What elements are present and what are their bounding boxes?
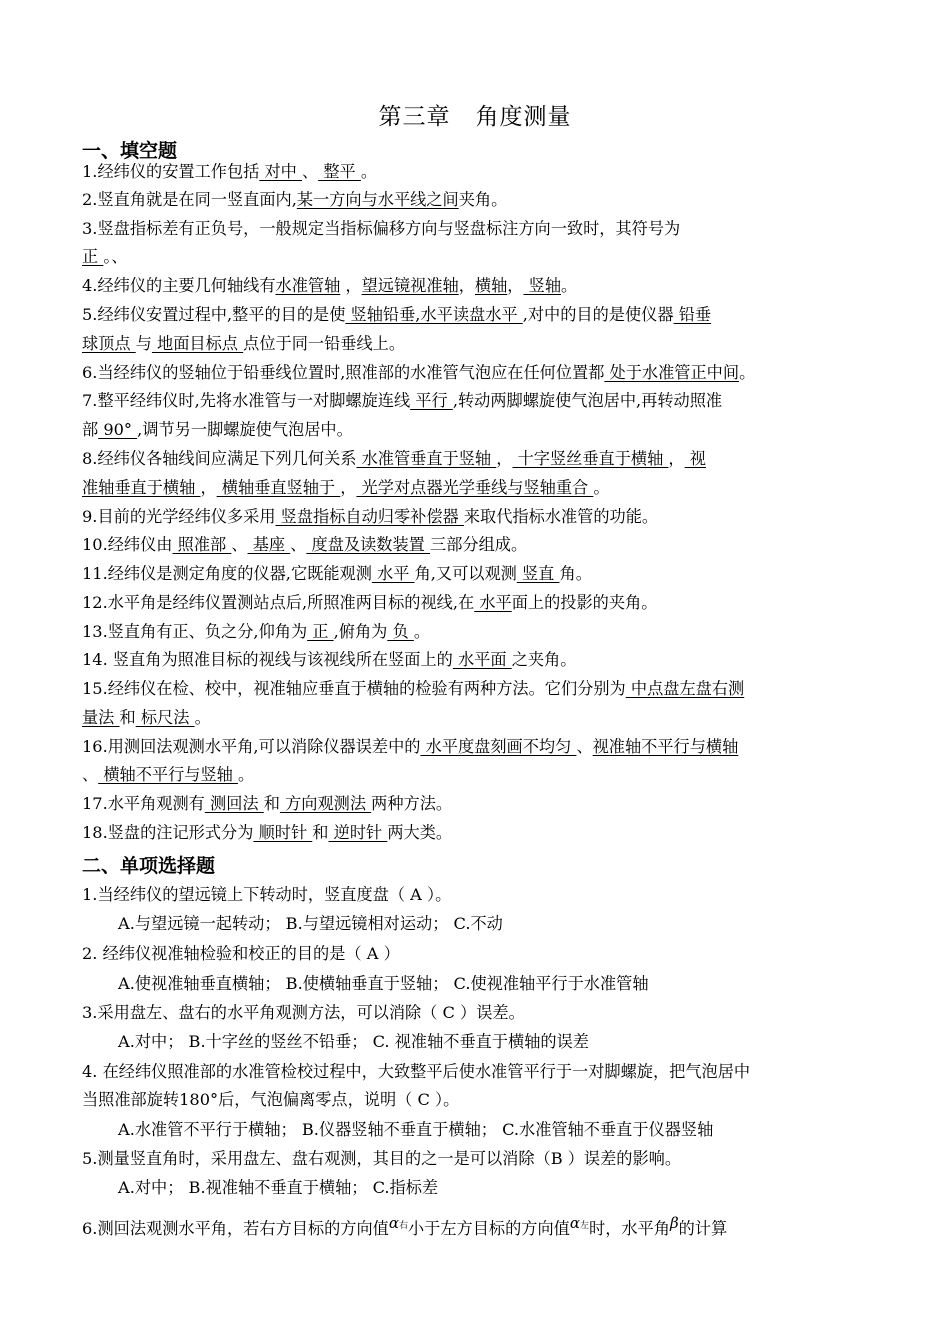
answer: 水平度盘刻画不均匀 [420, 737, 577, 756]
answer: 视 [684, 449, 706, 468]
answer: 中点盘左盘右测 [625, 679, 745, 698]
answer: 正 [82, 247, 104, 266]
mc-options-1: A.与望远镜一起转动； B.与望远镜相对运动； C.不动 [118, 914, 503, 933]
answer: 准轴垂直于横轴 [82, 478, 201, 497]
question-3: 3.竖盘指标差有正负号，一般规定当指标偏移方向与竖盘标注方向一致时，其符号为 [82, 219, 681, 238]
answer: 某一方向与水平线之间 [296, 190, 459, 209]
answer: 测回法 [204, 794, 264, 813]
answer: 地面目标点 [151, 334, 244, 353]
question-10: 10.经纬仪由 照准部 、 基座 、 度盘及读数装置 三部分组成。 [82, 535, 528, 554]
section-heading-fill-in: 一、填空题 [82, 140, 178, 162]
answer: 正 [307, 622, 334, 641]
question-17: 17.水平角观测有 测回法 和 方向观测法 两种方法。 [82, 794, 453, 813]
mc-options-5: A.对中； B.视准轴不垂直于横轴； C.指标差 [118, 1178, 439, 1197]
answer: 望远镜视准轴 [361, 276, 459, 295]
answer: 横轴不平行与竖轴 [98, 765, 238, 784]
answer: 竖轴铅垂,水平读盘水平 [345, 305, 523, 324]
answer: 铅垂 [673, 305, 712, 324]
answer: 量法 [82, 708, 120, 727]
question-12: 12.水平角是经纬仪置测站点后,所照准两目标的视线,在 水平面上的投影的夹角。 [82, 593, 658, 612]
answer: 竖轴 [523, 276, 562, 295]
question-8-cont: 准轴垂直于横轴 ， 横轴垂直竖轴于 ， 光学对点器光学垂线与竖轴重合 。 [82, 478, 610, 497]
question-6: 6.当经纬仪的竖轴位于铅垂线位置时,照准部的水准管气泡应在任何位置都 处于水准管正中间。 [82, 363, 756, 382]
mc-question-6: 6.测回法观测水平角，若右方目标的方向值α右小于左方目标的方向值α左时，水平角β的计算 [82, 1214, 728, 1238]
mc-question-2: 2. 经纬仪视准轴检验和校正的目的是（ A ） [82, 944, 400, 963]
answer: 基座 [247, 535, 291, 554]
answer: 十字竖丝垂直于横轴 [512, 449, 669, 468]
answer: 标尺法 [135, 708, 195, 727]
question-16-cont: 、 横轴不平行与竖轴 。 [82, 765, 255, 784]
answer: 竖直 [516, 564, 560, 583]
answer: 度盘及读数装置 [306, 535, 431, 554]
question-2: 2.竖直角就是在同一竖直面内,某一方向与水平线之间夹角。 [82, 190, 508, 209]
answer: 竖盘指标自动归零补偿器 [275, 507, 464, 526]
question-5: 5.经纬仪安置过程中,整平的目的是使 竖轴铅垂,水平读盘水平 ,对中的目的是使仪器 铅垂 [82, 305, 712, 324]
mc-question-3: 3.采用盘左、盘右的水平角观测方法，可以消除（ C ）误差。 [82, 1003, 525, 1022]
mc-question-4: 4. 在经纬仪照准部的水准管检校过程中，大致整平后使水准管平行于一对脚螺旋，把气泡居中 [82, 1062, 751, 1081]
mc-question-1: 1.当经纬仪的望远镜上下转动时，竖直度盘（ A ）。 [82, 885, 452, 904]
answer: 水平 [371, 564, 415, 583]
mc-options-4: A.水准管不平行于横轴； B.仪器竖轴不垂直于横轴； C.水准管轴不垂直于仪器竖轴 [118, 1120, 714, 1139]
mc-question-5: 5.测量竖直角时，采用盘左、盘右观测，其目的之一是可以消除（B ）误差的影响。 [82, 1149, 682, 1168]
mc-options-3: A.对中； B.十字丝的竖丝不铅垂； C. 视准轴不垂直于横轴的误差 [118, 1032, 589, 1051]
answer: 水平 [474, 593, 512, 612]
answer: 对中 [259, 162, 302, 181]
answer: 视准轴不平行与横轴 [592, 737, 739, 756]
answer: 平行 [410, 391, 453, 410]
answer: 球顶点 [82, 334, 136, 353]
question-18: 18.竖盘的注记形式分为 顺时针 和 逆时针 两大类。 [82, 823, 453, 842]
section-heading-multiple-choice: 二、单项选择题 [82, 855, 216, 877]
question-7-cont: 部 90° ,调节另一脚螺旋使气泡居中。 [82, 420, 353, 439]
answer: 整平 [318, 162, 361, 181]
answer: 处于水准管正中间 [604, 363, 740, 382]
question-5-cont: 球顶点 与 地面目标点 点位于同一铅垂线上。 [82, 334, 406, 353]
answer: 顺时针 [253, 823, 313, 842]
beta-symbol: β [669, 1214, 679, 1232]
answer: 照准部 [172, 535, 232, 554]
question-4: 4.经纬仪的主要几何轴线有水准管轴 ，望远镜视准轴，横轴， 竖轴。 [82, 276, 578, 295]
answer: 水准管轴 [275, 276, 341, 295]
question-13: 13.竖直角有正、负之分,仰角为 正 ,俯角为 负 。 [82, 622, 431, 641]
chapter-title: 第三章 角度测量 [378, 104, 572, 130]
answer: 逆时针 [328, 823, 388, 842]
question-1: 1.经纬仪的安置工作包括 对中 、 整平 。 [82, 162, 378, 181]
question-15-cont: 量法 和 标尺法 。 [82, 708, 211, 727]
mc-question-4-cont: 当照准部旋转180°后，气泡偏离零点，说明（ C ）。 [82, 1090, 460, 1109]
answer: 负 [387, 622, 414, 641]
answer: 90° [98, 420, 138, 439]
question-14: 14. 竖直角为照准目标的视线与该视线所在竖面上的 水平面 之夹角。 [82, 650, 577, 669]
alpha-right-symbol: α右 [388, 1214, 408, 1232]
question-16: 16.用测回法观测水平角,可以消除仪器误差中的 水平度盘刻画不均匀 、视准轴不平行与横轴 [82, 737, 739, 756]
answer: 横轴 [474, 276, 508, 295]
answer: 横轴垂直竖轴于 [216, 478, 341, 497]
answer: 方向观测法 [279, 794, 372, 813]
question-15: 15.经纬仪在检、校中，视准轴应垂直于横轴的检验有两种方法。它们分别为 中点盘左盘右测 [82, 679, 745, 698]
answer: 水平面 [452, 650, 512, 669]
question-11: 11.经纬仪是测定角度的仪器,它既能观测 水平 角,又可以观测 竖直 角。 [82, 564, 592, 583]
answer: 光学对点器光学垂线与竖轴重合 [356, 478, 594, 497]
question-8: 8.经纬仪各轴线间应满足下列几何关系 水准管垂直于竖轴 ， 十字竖丝垂直于横轴 ， 视 [82, 449, 706, 468]
question-3-cont: 正 。、 [82, 247, 128, 266]
answer: 水准管垂直于竖轴 [356, 449, 497, 468]
alpha-left-symbol: α左 [569, 1214, 590, 1232]
mc-options-2: A.使视准轴垂直横轴； B.使横轴垂直于竖轴； C.使视准轴平行于水准管轴 [118, 974, 649, 993]
question-9: 9.目前的光学经纬仪多采用 竖盘指标自动归零补偿器 来取代指标水准管的功能。 [82, 507, 659, 526]
question-7: 7.整平经纬仪时,先将水准管与一对脚螺旋连线 平行 ,转动两脚螺旋使气泡居中,再转动照准 [82, 391, 723, 410]
